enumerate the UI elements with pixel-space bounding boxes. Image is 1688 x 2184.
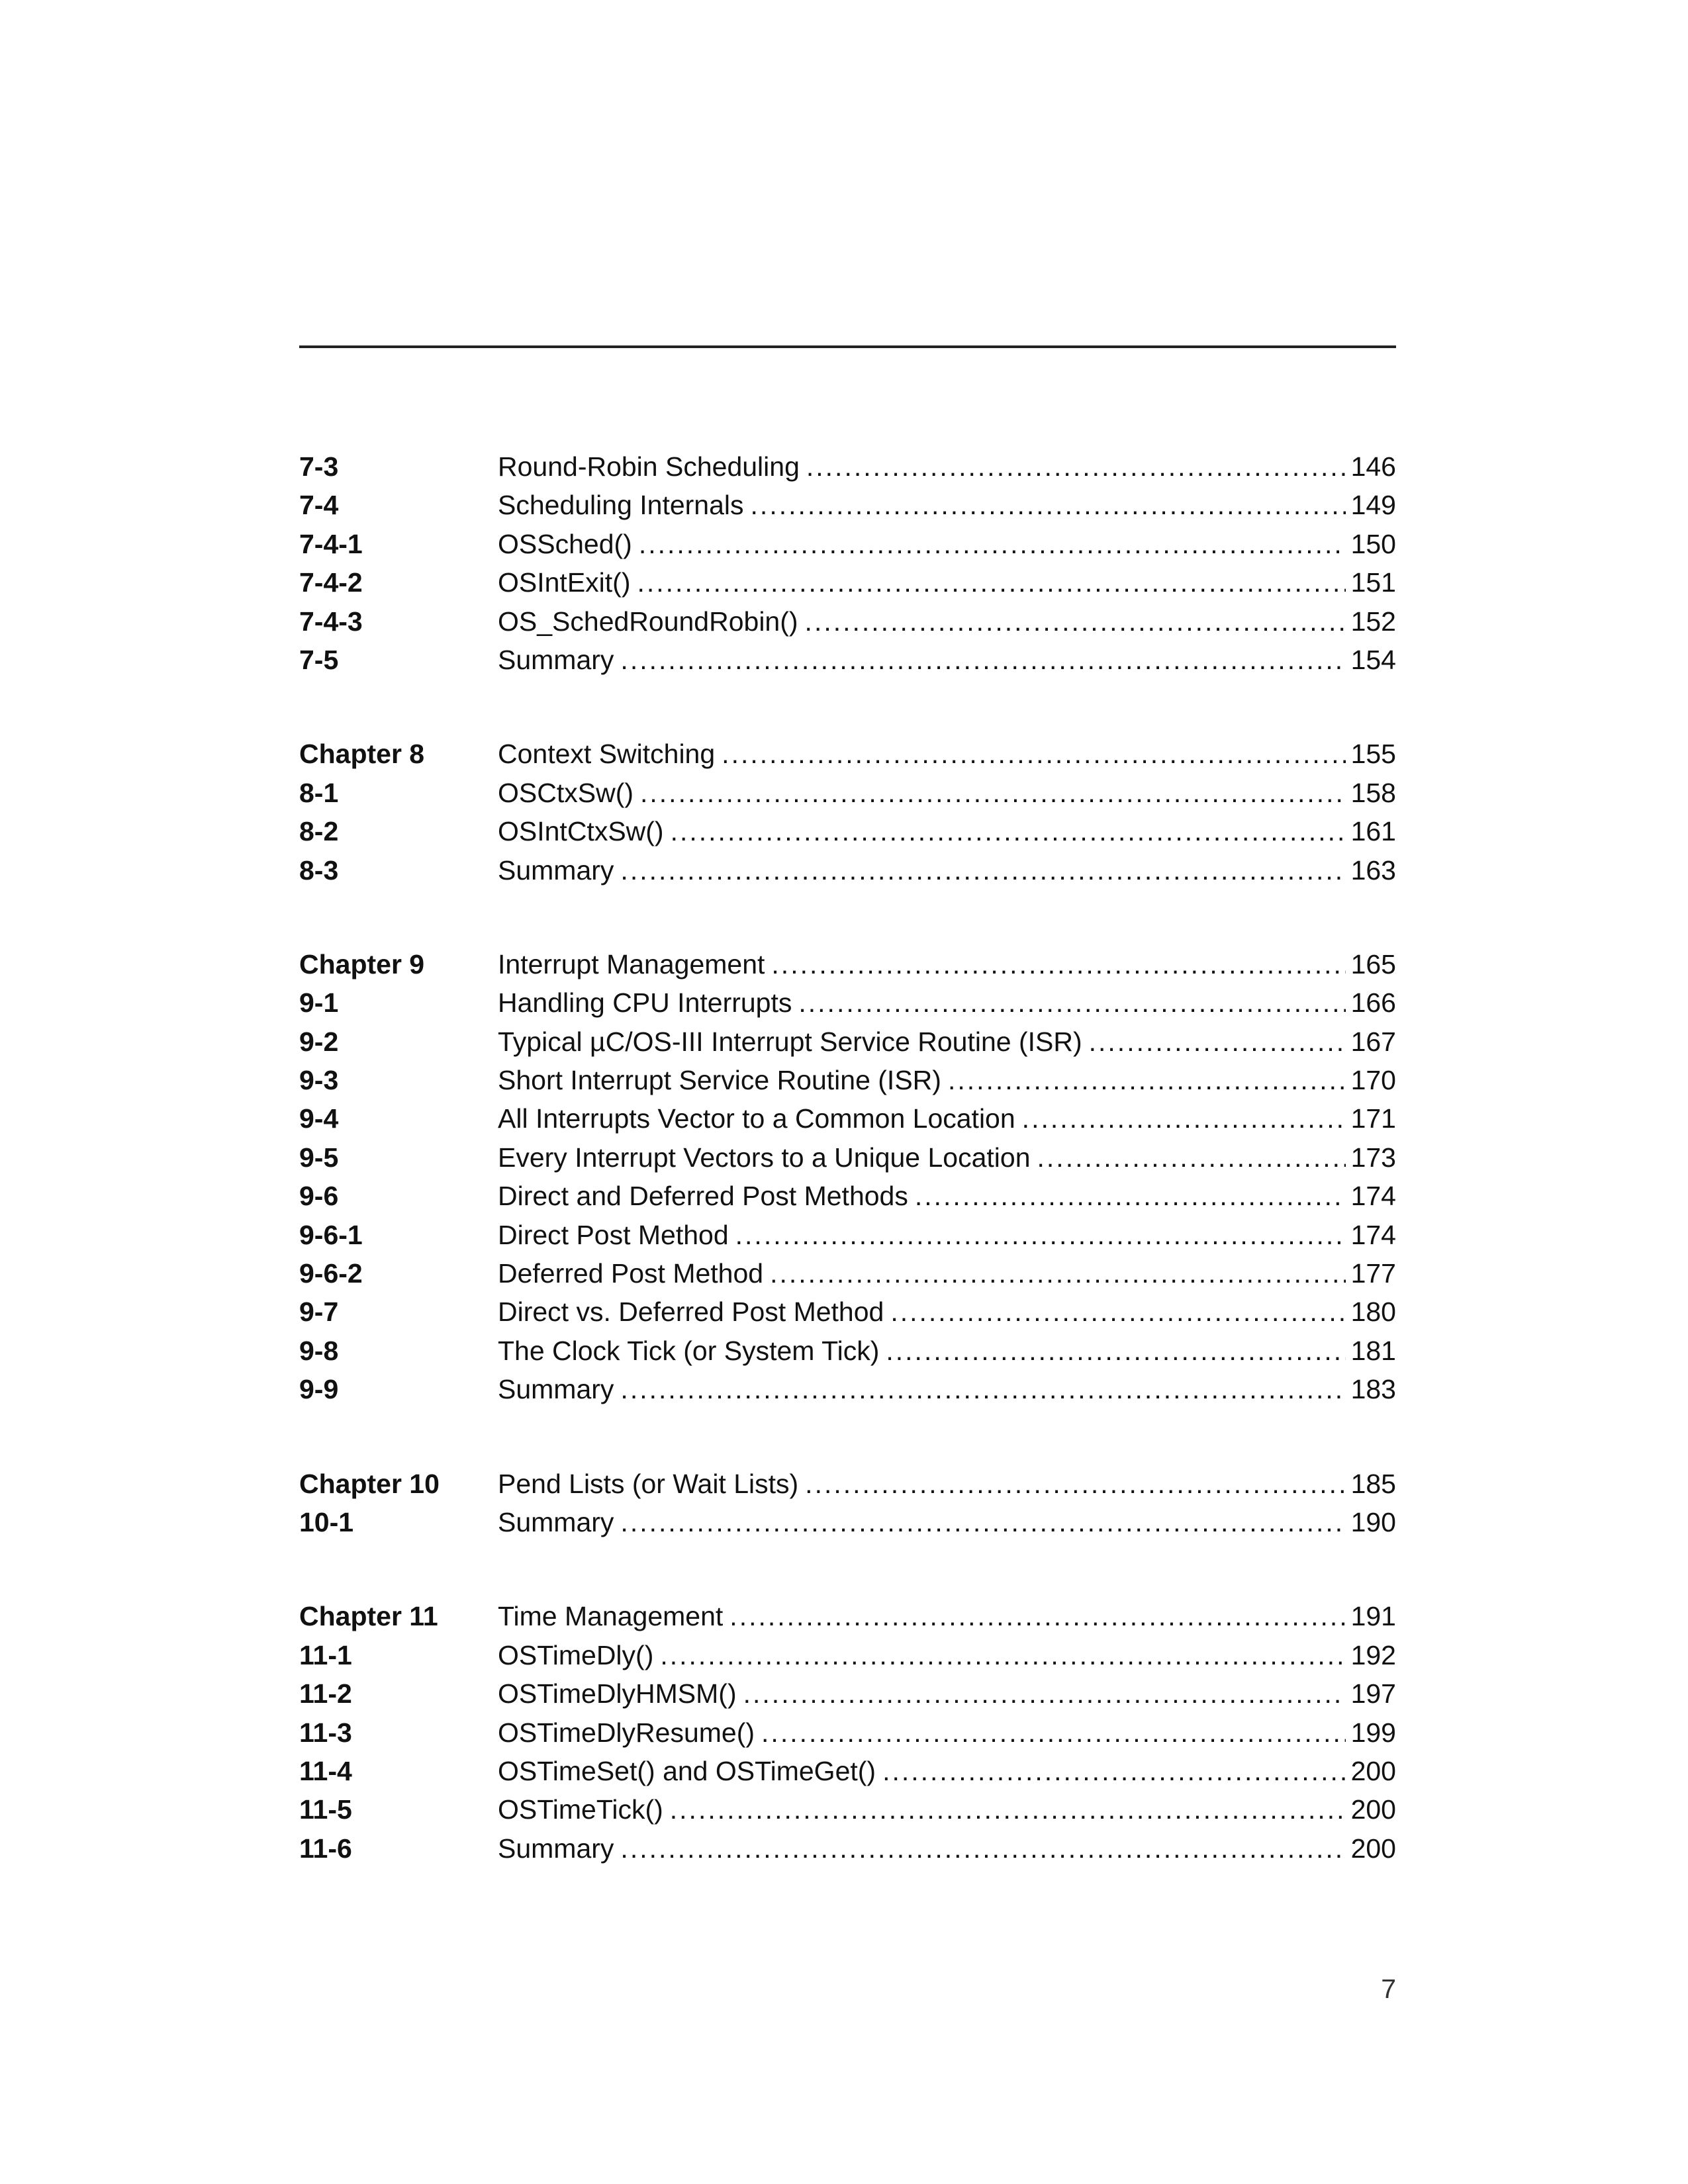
toc-entry-title: Typical µC/OS-III Interrupt Service Routine (ISR): [498, 1026, 1082, 1057]
toc-entry-title: Summary: [498, 1506, 614, 1537]
toc-entry-number: 9-8: [299, 1335, 339, 1366]
toc-entry[interactable]: [299, 1503, 1396, 1541]
toc-entry-title-leader: [498, 945, 1346, 983]
toc-entry-number: Chapter 10: [299, 1468, 440, 1499]
toc-entry-page: 151: [1350, 567, 1396, 598]
toc-entry-number: 9-4: [299, 1103, 339, 1134]
toc-entry-title: Summary: [498, 1374, 614, 1405]
toc-entry[interactable]: [299, 1138, 1396, 1177]
toc-entry-title-leader: [498, 1370, 1346, 1408]
toc-entry-page: 192: [1350, 1639, 1396, 1670]
dot-leader: [671, 812, 1346, 850]
toc-entry-title: Summary: [498, 1833, 614, 1864]
toc-entry-number: Chapter 9: [299, 948, 425, 979]
toc-entry-title-leader: [498, 1465, 1346, 1503]
toc-entry-number: 7-5: [299, 644, 339, 675]
toc-entry[interactable]: [299, 1674, 1396, 1713]
toc-entry-page: 200: [1350, 1794, 1396, 1825]
toc-entry-title: OSTimeTick(): [498, 1794, 663, 1825]
dot-leader: [761, 1713, 1346, 1752]
toc-entry[interactable]: [299, 1636, 1396, 1674]
toc-entry-number: 7-3: [299, 451, 339, 482]
dot-leader: [620, 641, 1345, 679]
toc-entry-number: 9-9: [299, 1374, 339, 1405]
toc-entry-number: 9-3: [299, 1065, 339, 1096]
toc-entry-title: Direct and Deferred Post Methods: [498, 1181, 908, 1212]
toc-entry-number: Chapter 8: [299, 739, 425, 770]
toc-entry[interactable]: [299, 602, 1396, 641]
toc-entry[interactable]: [299, 1332, 1396, 1370]
toc-section: [299, 447, 1396, 679]
toc-entry-page: 199: [1350, 1717, 1396, 1748]
dot-leader: [660, 1636, 1345, 1674]
toc-entry-title-leader: [498, 486, 1346, 524]
toc-entry[interactable]: [299, 1829, 1396, 1868]
toc-entry-page: 150: [1350, 528, 1396, 559]
dot-leader: [637, 563, 1345, 602]
dot-leader: [890, 1293, 1345, 1331]
toc-entry-number: 10-1: [299, 1506, 354, 1537]
toc-entry-title-leader: [498, 1332, 1346, 1370]
dot-leader: [882, 1752, 1346, 1790]
dot-leader: [620, 851, 1345, 889]
dot-leader: [751, 486, 1346, 524]
toc-entry[interactable]: [299, 1713, 1396, 1752]
toc-entry-title-leader: [498, 563, 1346, 602]
toc-entry-title-leader: [498, 1636, 1346, 1674]
dot-leader: [639, 525, 1346, 563]
toc-entry-title-leader: [498, 1674, 1346, 1713]
toc-entry-number: 11-4: [299, 1755, 352, 1786]
toc-entry-number: 7-4: [299, 490, 339, 521]
toc-entry-title-leader: [498, 1503, 1346, 1541]
toc-entry[interactable]: [299, 525, 1396, 563]
toc-entry-page: 180: [1350, 1297, 1396, 1328]
toc-entry[interactable]: [299, 1177, 1396, 1215]
toc-entry-title-leader: [498, 1138, 1346, 1177]
toc-entry-title: OSSched(): [498, 528, 632, 559]
toc-entry-number: 11-5: [299, 1794, 352, 1825]
toc-entry[interactable]: [299, 1061, 1396, 1099]
toc-entry-title: OSCtxSw(): [498, 777, 633, 808]
toc-entry[interactable]: [299, 1597, 1396, 1635]
toc-entry-page: 174: [1350, 1219, 1396, 1250]
dot-leader: [722, 735, 1345, 773]
toc-entry[interactable]: [299, 1216, 1396, 1254]
toc-entry-page: 171: [1350, 1103, 1396, 1134]
dot-leader: [1037, 1138, 1346, 1177]
toc-entry[interactable]: [299, 1370, 1396, 1408]
dot-leader: [670, 1790, 1346, 1829]
toc-entry-page: 166: [1350, 987, 1396, 1019]
toc-entry-title: Interrupt Management: [498, 948, 765, 979]
toc-entry[interactable]: [299, 641, 1396, 679]
toc-entry-title-leader: [498, 851, 1346, 889]
toc-entry-page: 167: [1350, 1026, 1396, 1057]
dot-leader: [640, 774, 1346, 812]
toc-entry[interactable]: [299, 774, 1396, 812]
toc-entry-page: 185: [1350, 1468, 1396, 1499]
page-number: 7: [1381, 1974, 1396, 2004]
toc-entry-title: Summary: [498, 854, 614, 886]
toc-entry-title-leader: [498, 774, 1346, 812]
toc-entry-title-leader: [498, 1061, 1346, 1099]
toc-entry-title: Summary: [498, 644, 614, 675]
toc-section: [299, 1597, 1396, 1868]
toc-entry-title-leader: [498, 525, 1346, 563]
dot-leader: [886, 1332, 1345, 1370]
toc-entry-title-leader: [498, 641, 1346, 679]
dot-leader: [620, 1503, 1345, 1541]
dot-leader: [805, 1465, 1345, 1503]
toc-entry-title: Direct Post Method: [498, 1219, 729, 1250]
toc-entry-number: 9-1: [299, 987, 339, 1019]
toc-entry-title-leader: [498, 1293, 1346, 1331]
toc-entry[interactable]: [299, 1752, 1396, 1790]
toc-entry-number: 9-2: [299, 1026, 339, 1057]
toc-entry[interactable]: [299, 945, 1396, 983]
toc-entry[interactable]: [299, 1465, 1396, 1503]
dot-leader: [770, 1254, 1345, 1293]
toc-entry[interactable]: [299, 1254, 1396, 1293]
toc-entry-title: Context Switching: [498, 739, 716, 770]
toc-entry-page: 191: [1350, 1601, 1396, 1632]
toc-entry-title-leader: [498, 1713, 1346, 1752]
toc-entry[interactable]: [299, 563, 1396, 602]
toc-entry[interactable]: [299, 1099, 1396, 1138]
dot-leader: [798, 983, 1345, 1022]
dot-leader: [735, 1216, 1346, 1254]
toc-entry-title: Deferred Post Method: [498, 1258, 764, 1289]
dot-leader: [948, 1061, 1346, 1099]
toc-entry-title-leader: [498, 1790, 1346, 1829]
dot-leader: [915, 1177, 1346, 1215]
toc-entry-number: 9-6: [299, 1181, 339, 1212]
toc-entry-title-leader: [498, 1254, 1346, 1293]
toc-entry-page: 158: [1350, 777, 1396, 808]
toc-entry-number: 11-6: [299, 1833, 352, 1864]
dot-leader: [743, 1674, 1346, 1713]
dot-leader: [1089, 1023, 1346, 1061]
toc-entry-title-leader: [498, 1597, 1346, 1635]
toc-entry-title: Scheduling Internals: [498, 490, 744, 521]
toc-section: [299, 735, 1396, 889]
toc-entry[interactable]: [299, 486, 1396, 524]
toc-entry-title-leader: [498, 1023, 1346, 1061]
toc-entry-number: 9-7: [299, 1297, 339, 1328]
toc-entry-page: 173: [1350, 1142, 1396, 1173]
toc-entry-title-leader: [498, 983, 1346, 1022]
toc-entry[interactable]: [299, 1293, 1396, 1331]
toc-entry-number: Chapter 11: [299, 1601, 438, 1632]
toc-entry-page: 155: [1350, 739, 1396, 770]
toc-entry-page: 177: [1350, 1258, 1396, 1289]
toc-entry-number: 11-2: [299, 1678, 352, 1709]
toc-entry-number: 8-3: [299, 854, 339, 886]
toc-entry-title-leader: [498, 812, 1346, 850]
toc-entry[interactable]: [299, 447, 1396, 486]
toc-entry-title: Round-Robin Scheduling: [498, 451, 800, 482]
toc-entry[interactable]: [299, 851, 1396, 889]
toc-entry-number: 8-2: [299, 816, 339, 847]
toc-entry-title: OS_SchedRoundRobin(): [498, 606, 798, 637]
toc-entry-title: OSIntCtxSw(): [498, 816, 664, 847]
toc-entry-page: 152: [1350, 606, 1396, 637]
dot-leader: [729, 1597, 1345, 1635]
toc-entry-title: OSTimeDlyHMSM(): [498, 1678, 737, 1709]
dot-leader: [771, 945, 1345, 983]
toc-entry-title: The Clock Tick (or System Tick): [498, 1335, 880, 1366]
toc-entry-title: Direct vs. Deferred Post Method: [498, 1297, 884, 1328]
toc-entry-title: Handling CPU Interrupts: [498, 987, 792, 1019]
toc-entry[interactable]: [299, 1790, 1396, 1829]
toc-entry[interactable]: [299, 983, 1396, 1022]
toc-entry-title-leader: [498, 602, 1346, 641]
toc-entry-title: Pend Lists (or Wait Lists): [498, 1468, 799, 1499]
dot-leader: [805, 602, 1346, 641]
toc-entry-title: OSTimeSet() and OSTimeGet(): [498, 1755, 876, 1786]
toc-entry-title: Short Interrupt Service Routine (ISR): [498, 1065, 941, 1096]
toc-entry[interactable]: [299, 1023, 1396, 1061]
toc-entry-page: 181: [1350, 1335, 1396, 1366]
toc-entry-page: 200: [1350, 1755, 1396, 1786]
toc-entry-page: 174: [1350, 1181, 1396, 1212]
toc-entry[interactable]: [299, 735, 1396, 773]
toc-entry-title-leader: [498, 1099, 1346, 1138]
toc-entry-page: 170: [1350, 1065, 1396, 1096]
toc-entry-page: 154: [1350, 644, 1396, 675]
toc-section: [299, 945, 1396, 1409]
toc-entry-title-leader: [498, 447, 1346, 486]
toc-entry-number: 11-1: [299, 1639, 352, 1670]
toc-entry-number: 7-4-2: [299, 567, 363, 598]
dot-leader: [620, 1370, 1345, 1408]
header-rule: [299, 345, 1396, 348]
toc-entry-number: 9-5: [299, 1142, 339, 1173]
toc-entry[interactable]: [299, 812, 1396, 850]
table-of-contents: [299, 447, 1396, 1923]
toc-entry-page: 200: [1350, 1833, 1396, 1864]
toc-section: [299, 1465, 1396, 1542]
toc-entry-title: Every Interrupt Vectors to a Unique Location: [498, 1142, 1031, 1173]
toc-entry-page: 161: [1350, 816, 1396, 847]
toc-entry-page: 190: [1350, 1506, 1396, 1537]
toc-entry-page: 149: [1350, 490, 1396, 521]
toc-entry-number: 9-6-2: [299, 1258, 363, 1289]
toc-entry-title: All Interrupts Vector to a Common Location: [498, 1103, 1015, 1134]
toc-entry-title-leader: [498, 1216, 1346, 1254]
toc-entry-title: OSTimeDly(): [498, 1639, 654, 1670]
toc-entry-page: 146: [1350, 451, 1396, 482]
toc-entry-page: 183: [1350, 1374, 1396, 1405]
toc-entry-number: 7-4-3: [299, 606, 363, 637]
toc-entry-page: 197: [1350, 1678, 1396, 1709]
toc-entry-title: OSIntExit(): [498, 567, 631, 598]
dot-leader: [1022, 1099, 1346, 1138]
toc-entry-page: 163: [1350, 854, 1396, 886]
toc-entry-title-leader: [498, 1177, 1346, 1215]
dot-leader: [806, 447, 1346, 486]
toc-entry-number: 8-1: [299, 777, 339, 808]
toc-entry-number: 11-3: [299, 1717, 352, 1748]
toc-entry-title: Time Management: [498, 1601, 724, 1632]
toc-entry-title-leader: [498, 1752, 1346, 1790]
toc-entry-title: OSTimeDlyResume(): [498, 1717, 755, 1748]
dot-leader: [620, 1829, 1345, 1868]
toc-entry-title-leader: [498, 1829, 1346, 1868]
toc-entry-title-leader: [498, 735, 1346, 773]
toc-entry-number: 7-4-1: [299, 528, 363, 559]
toc-entry-page: 165: [1350, 948, 1396, 979]
toc-entry-number: 9-6-1: [299, 1219, 363, 1250]
